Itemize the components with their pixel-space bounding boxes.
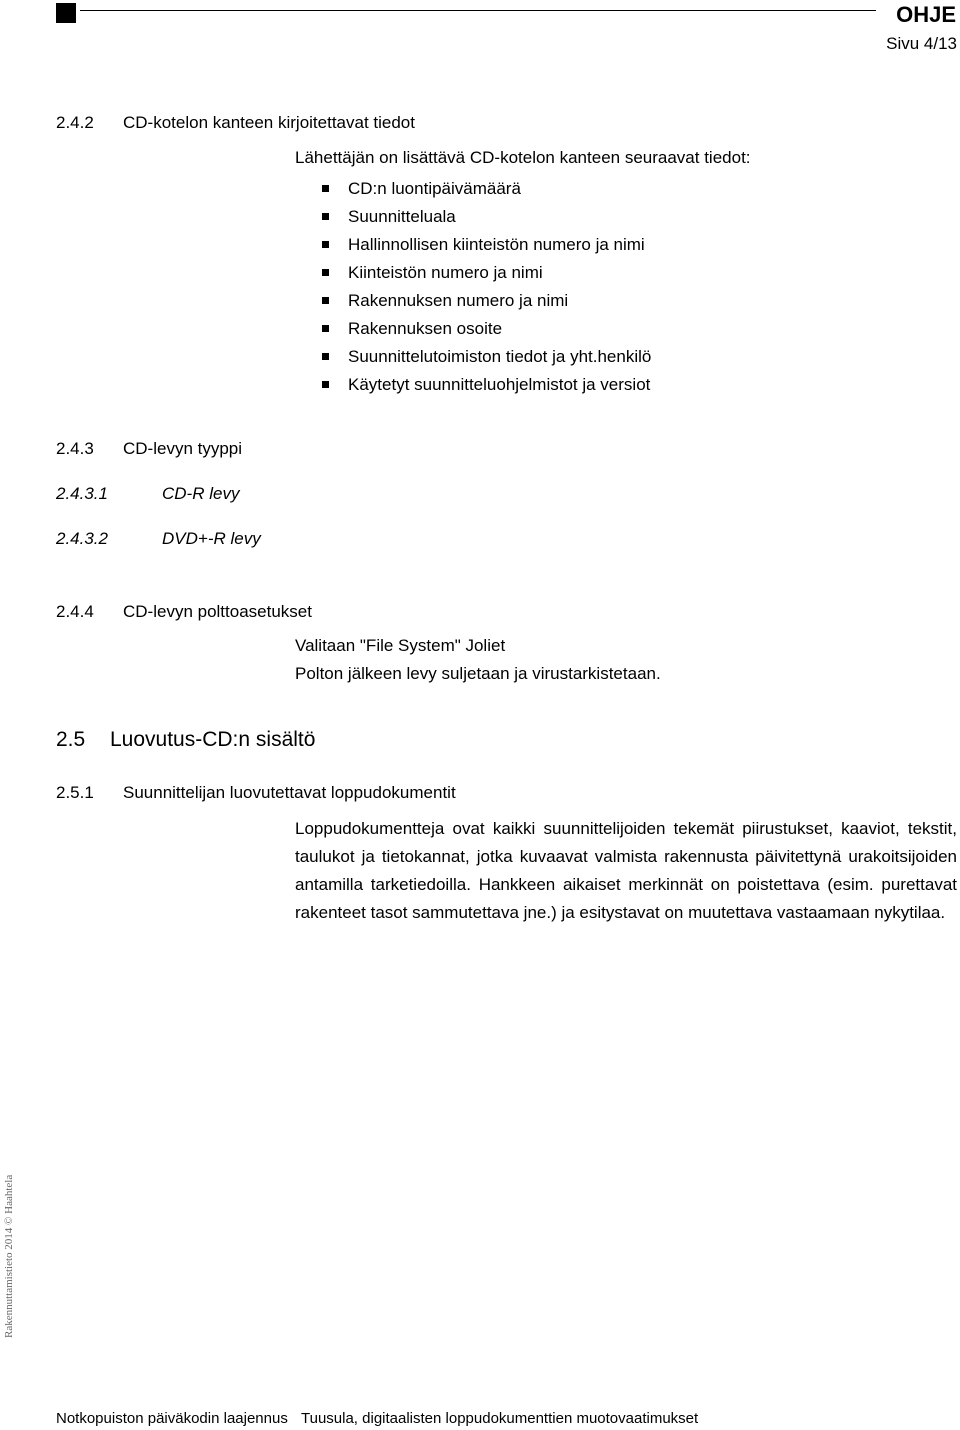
bullet-square-icon — [322, 297, 329, 304]
page-number: Sivu 4/13 — [886, 34, 957, 53]
section-title: CD-kotelon kanteen kirjoitettavat tiedot — [123, 113, 415, 132]
section-heading-2-4-4 — [56, 601, 312, 623]
section-number: 2.4.2 — [56, 113, 94, 132]
bullet-square-icon — [322, 269, 329, 276]
document-type-title: OHJE — [896, 2, 956, 27]
section-number: 2.5 — [56, 728, 86, 751]
list-item: Rakennuksen osoite — [322, 315, 651, 343]
section-number: 2.4.4 — [56, 602, 94, 621]
list-item: Suunnittelutoimiston tiedot ja yht.henkilö — [322, 343, 651, 371]
list-item: Kiinteistön numero ja nimi — [322, 259, 651, 287]
burn-setting-text: Polton jälkeen levy suljetaan ja virustarkistetaan. — [295, 664, 661, 683]
section-title: CD-R levy — [162, 484, 240, 503]
header-square-mark — [56, 3, 76, 23]
bullet-square-icon — [322, 325, 329, 332]
section-title: Luovutus-CD:n sisältö — [110, 728, 316, 751]
bullet-square-icon — [322, 185, 329, 192]
copyright-sidebar-text: Rakennuttamistieto 2014 © Haahtela — [3, 1174, 15, 1338]
section-number: 2.4.3.1 — [56, 484, 108, 503]
bullet-square-icon — [322, 241, 329, 248]
section-title: DVD+-R levy — [162, 529, 261, 548]
section-heading-2-4-2 — [56, 112, 415, 134]
footer-project-name: Notkopuiston päiväkodin laajennus — [56, 1410, 288, 1427]
section-heading-2-4-3-1 — [56, 483, 239, 505]
bullet-square-icon — [322, 381, 329, 388]
list-item: Rakennuksen numero ja nimi — [322, 287, 651, 315]
bullet-square-icon — [322, 353, 329, 360]
list-item: Hallinnollisen kiinteistön numero ja nimi — [322, 231, 651, 259]
final-documents-paragraph: Loppudokumentteja ovat kaikki suunnittelijoiden tekemät piirustukset, kaaviot, tekstit, taulukot ja tietokannat, jotka kuvaavat valmista rakennusta päivitettynä urakoitsijoiden antamilla tarketiedoilla. Hankkeen aikaiset merkinnät on poistettava (esim. purettavat rakenteet tasot sammutettava jne.) ja esitystavat on muutettava vastaamaan nykytilaa. — [295, 819, 957, 922]
section-number: 2.5.1 — [56, 783, 94, 802]
section-title: CD-levyn tyyppi — [123, 439, 243, 458]
section-heading-2-5 — [56, 727, 315, 753]
section-number: 2.4.3.2 — [56, 529, 108, 548]
intro-text: Lähettäjän on lisättävä CD-kotelon kanteen seuraavat tiedot: — [295, 148, 751, 167]
section-heading-2-4-3-2 — [56, 528, 261, 550]
section-heading-2-5-1 — [56, 782, 456, 804]
bullet-square-icon — [322, 213, 329, 220]
list-item: Käytetyt suunnitteluohjelmistot ja versiot — [322, 371, 651, 399]
list-item: Suunnitteluala — [322, 203, 651, 231]
section-number: 2.4.3 — [56, 439, 94, 458]
cover-info-list — [322, 175, 651, 399]
list-item: CD:n luontipäivämäärä — [322, 175, 651, 203]
section-title: CD-levyn polttoasetukset — [123, 602, 312, 621]
section-title: Suunnittelijan luovutettavat loppudokumentit — [123, 783, 456, 802]
burn-setting-text: Valitaan "File System" Joliet — [295, 636, 506, 655]
footer-document-title: Tuusula, digitaalisten loppudokumenttien muotovaatimukset — [301, 1410, 699, 1427]
section-heading-2-4-3 — [56, 438, 242, 460]
header-rule — [80, 10, 876, 11]
